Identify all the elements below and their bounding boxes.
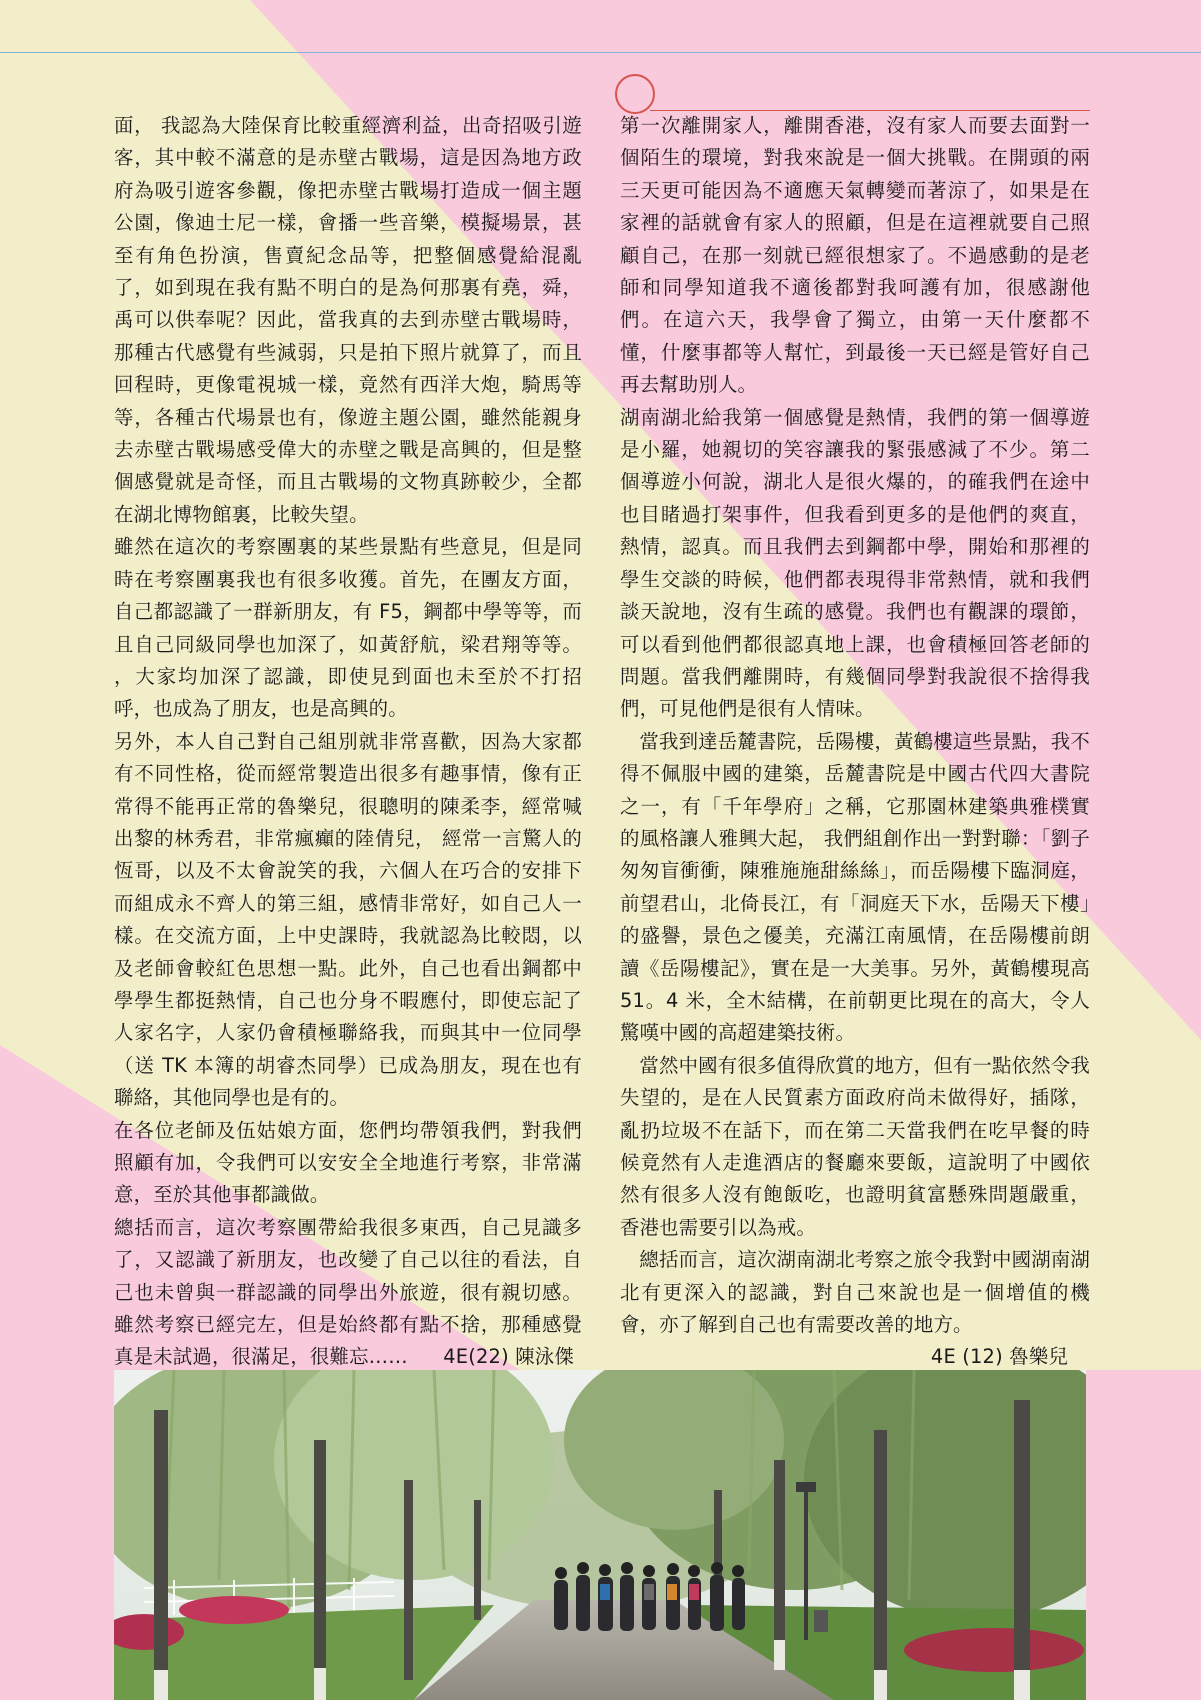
left-paragraph-with-signature <box>114 1212 582 1374</box>
left-article-column <box>114 110 582 1374</box>
left-paragraph: 面， 我認為大陸保育比較重經濟利益，出奇招吸引遊客，其中較不滿意的是赤壁古戰場，這是因為地方政府為吸引遊客參觀，像把赤壁古戰場打造成一個主題公園，像迪士尼一樣，會播一些音樂，模擬場景，甚至有角色扮演，售賣紀念品等，把整個感覺給混亂了，如到現在我有點不明白的是為何那裏有堯，舜，禹可以供奉呢？因此，當我真的去到赤壁古戰場時，那種古代感覺有些減弱，只是拍下照片就算了，而且回程時，更像電視城一樣，竟然有西洋大炮，騎馬等等，各種古代場景也有，像遊主題公園，雖然能親身去赤壁古戰場感受偉大的赤壁之戰是高興的，但是整個感覺就是奇怪，而且古戰場的文物真跡較少，全都在湖北博物館裏，比較失望。 <box>114 114 582 526</box>
park-path-photo-illustration <box>114 1370 1086 1700</box>
left-paragraph: 雖然在這次的考察團裏的某些景點有些意見，但是同時在考察團裏我也有很多收獲。首先，在團友方面，自己都認識了一群新朋友，有 F5，鋼都中學等等，而且自己同級同學也加深了，如黃舒航，梁君翔等等。 ，大家均加深了認識，即使見到面也未至於不打招呼，也成為了朋友，也是高興的。 <box>114 535 582 721</box>
left-paragraph: 總括而言，這次考察團帶給我很多東西，自己見識多了，又認識了新朋友，也改變了自己以往的看法，自己也未曾與一群認識的同學出外旅遊，很有親切感。雖然考察已經完左，但是始終都有點不捨，那種感覺真是未試過，很滿足，很難忘…… <box>114 1215 582 1369</box>
park-path-photo <box>114 1370 1086 1700</box>
decorative-circle <box>615 74 655 114</box>
left-paragraph: 在各位老師及伍姑娘方面，您們均帶領我們，對我們照顧有加，令我們可以安安全全地進行考察，非常滿意，至於其他事都識做。 <box>114 1118 582 1207</box>
right-paragraph: 湖南湖北給我第一個感覺是熱情，我們的第一個導遊是小羅，她親切的笑容讓我的緊張感減了不少。第二個導遊小何說，湖北人是很火爆的，的確我們在途中也目睹過打架事件，但我看到更多的是他們的爽直，熱情，認真。而且我們去到鋼都中學，開始和那裡的學生交談的時候，他們都表現得非常熱情，就和我們談天說地，沒有生疏的感覺。我們也有觀課的環節，可以看到他們都很認真地上課，也會積極回答老師的問題。當我們離開時，有幾個同學對我說很不捨得我們，可見他們是很有人情味。 <box>620 405 1090 721</box>
top-rule <box>0 52 1201 53</box>
right-paragraph: 總括而言，這次湖南湖北考察之旅令我對中國湖南湖北有更深入的認識，對自己來說也是一個增值的機會，亦了解到自己也有需要改善的地方。 <box>620 1248 1090 1337</box>
right-paragraph: 當然中國有很多值得欣賞的地方，但有一點依然令我失望的，是在人民質素方面政府尚未做得好，插隊，亂扔垃圾不在話下，而在第二天當我們在吃早餐的時候竟然有人走進酒店的餐廳來要飯，這說明了中國依然有很多人沒有飽飯吃，也證明貧富懸殊問題嚴重，香港也需要引以為戒。 <box>620 1053 1090 1239</box>
right-paragraph: 第一次離開家人，離開香港，沒有家人而要去面對一個陌生的環境，對我來說是一個大挑戰。在開頭的兩三天更可能因為不適應天氣轉變而著涼了，如果是在家裡的話就會有家人的照顧，但是在這裡就要自己照顧自己，在那一刻就已經很想家了。不過感動的是老師和同學知道我不適後都對我呵護有加，很感謝他們。在這六天，我學會了獨立，由第一天什麼都不懂，什麼事都等人幫忙，到最後一天已經是管好自己再去幫助別人。 <box>620 114 1090 397</box>
right-author-signature: 4E (12) 魯樂兒 <box>930 1345 1068 1369</box>
right-article-column <box>620 110 1090 1374</box>
right-paragraph: 當我到達岳麓書院，岳陽樓，黃鶴樓這些景點，我不得不佩服中國的建築，岳麓書院是中國古代四大書院之一，有「千年學府」之稱，它那園林建築典雅樸實的風格讓人雅興大起， 我們組創作出一對對聯：「劉子匆匆盲衝衝，陳雅施施甜絲絲」，而岳陽樓下臨洞庭，前望君山，北倚長江，有「洞庭天下水，岳陽天下樓」的盛譽，景色之優美，充滿江南風情，在岳陽樓前朗讀《岳陽樓記》，實在是一大美事。另外，黃鶴樓現高 51。4 米，全木結構，在前朝更比現在的高大，令人驚嘆中國的高超建築技術。 <box>620 729 1090 1045</box>
left-paragraph: 另外，本人自己對自己組別就非常喜歡，因為大家都有不同性格，從而經常製造出很多有趣事情，像有正常得不能再正常的魯樂兒，很聰明的陳柔李，經常喊出黎的林秀君，非常瘋癲的陸倩兒， 經常一言驚人的恆哥，以及不太會說笑的我，六個人在巧合的安排下而組成永不齊人的第三組，感情非常好，如自己人一樣。在交流方面，上中史課時，我就認為比較悶，以及老師會較紅色思想一點。此外，自己也看出鋼都中學學生都挺熱情，自己也分身不暇應付，即使忘記了人家名字，人家仍會積極聯絡我，而與其中一位同學（送 TK 本簿的胡睿杰同學）已成為朋友，現在也有聯絡，其他同學也是有的。 <box>114 729 582 1110</box>
left-author-signature: 4E(22) 陳泳傑 <box>443 1345 574 1369</box>
